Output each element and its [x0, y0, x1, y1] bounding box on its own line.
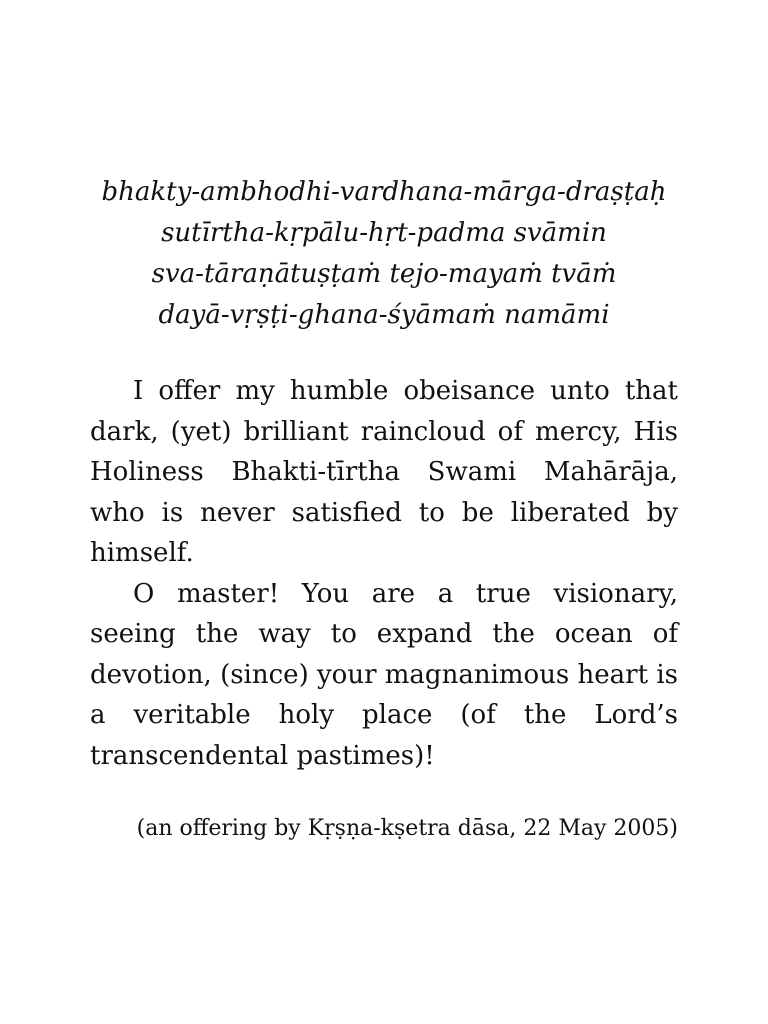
attribution-line: (an offering by Kṛṣṇa-kṣetra dāsa, 22 May 2005)	[136, 816, 678, 841]
translation-paragraph-2: O master! You are a true visionary, seeing the way to expand the ocean of devotion, (since) your magnanimous heart is a veritable holy place (of the Lord’s transcendental pastimes)!	[90, 578, 678, 771]
verse-line-3: sva-tāraṇātuṣṭaṁ tejo-mayaṁ tvāṁ	[151, 259, 617, 289]
translation-paragraph-1: I offer my humble obeisance unto that dark, (yet) brilliant raincloud of mercy, His Holiness Bhakti-tīrtha Swami Mahārāja, who is never satisfied to be liberated by himself.	[90, 376, 678, 568]
translation-text	[90, 371, 678, 776]
verse-line-2: sutīrtha-kṛpālu-hṛt-padma svāmin	[161, 218, 607, 248]
sanskrit-verse	[90, 172, 678, 336]
verse-line-1: bhakty-ambhodhi-vardhana-mārga-draṣṭaḥ	[101, 177, 667, 207]
verse-line-4: dayā-vṛṣṭi-ghana-śyāmaṁ namāmi	[158, 300, 610, 330]
